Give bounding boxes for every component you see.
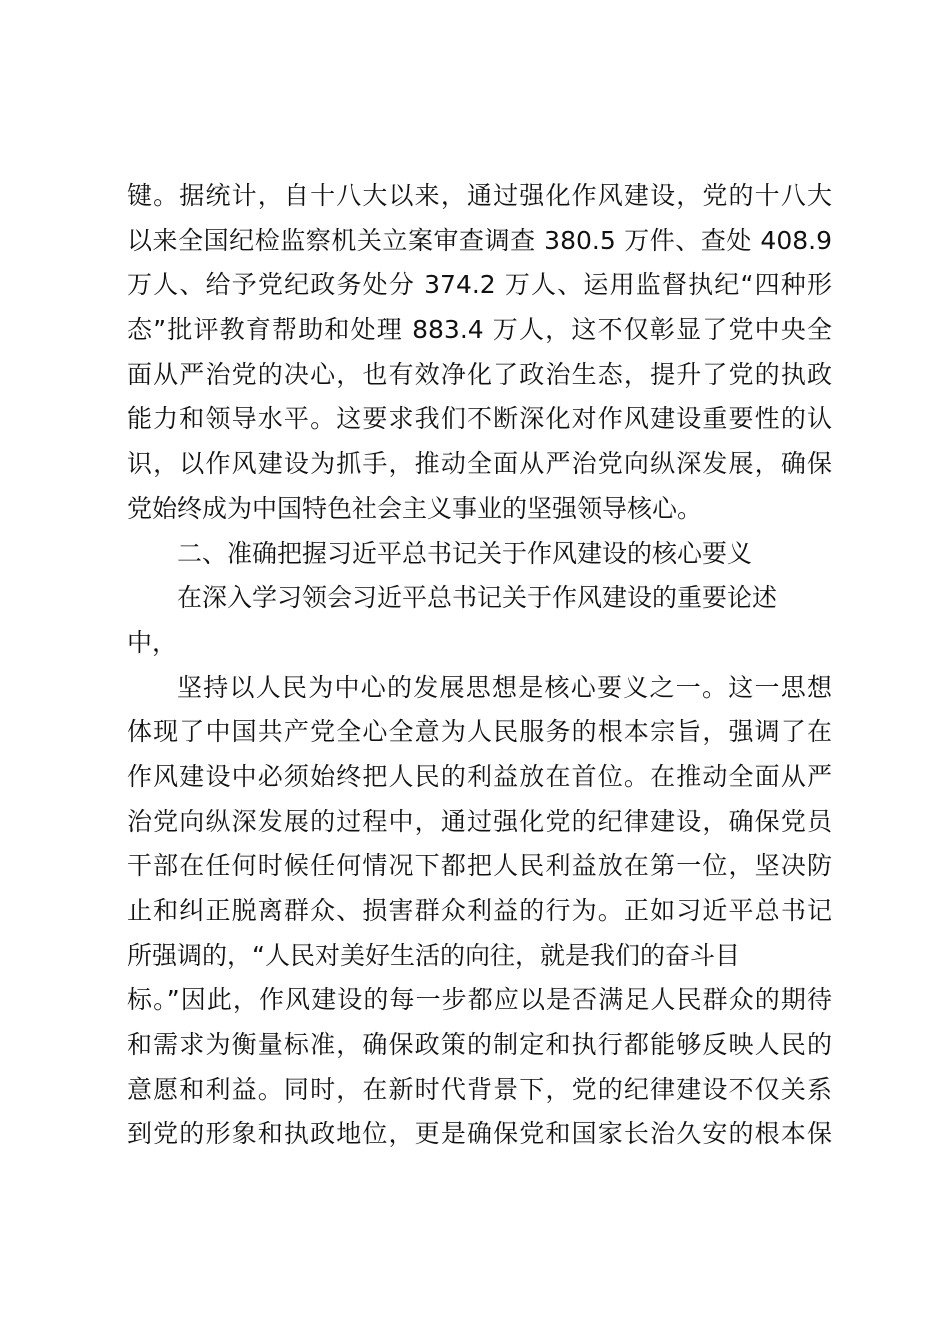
text-line: 治党向纵深发展的过程中，通过强化党的纪律建设，确保党员 bbox=[127, 806, 832, 836]
text-line: 干部在任何时候任何情况下都把人民利益放在第一位，坚决防 bbox=[127, 851, 832, 881]
text-line: 识，以作风建设为抓手，推动全面从严治党向纵深发展，确保 bbox=[127, 449, 832, 479]
text-line: 标。”因此，作风建设的每一步都应以是否满足人民群众的期待 bbox=[127, 985, 832, 1015]
text-line: 坚持以人民为中心的发展思想是核心要义之一。这一思想 bbox=[177, 672, 832, 702]
text-line: 中， bbox=[127, 627, 178, 657]
text-line: 键。据统计，自十八大以来，通过强化作风建设，党的十八大 bbox=[127, 181, 832, 210]
text-line: 所强调的，“人民对美好生活的向往，就是我们的奋斗目 bbox=[127, 940, 740, 970]
text-line: 党始终成为中国特色社会主义事业的坚强领导核心。 bbox=[127, 493, 703, 523]
text-line: 万人、给予党纪政务处分 374.2 万人、运用监督执纪“四种形 bbox=[127, 270, 832, 300]
text-line: 到党的形象和执政地位，更是确保党和国家长治久安的根本保 bbox=[127, 1119, 832, 1149]
text-line: 体现了中国共产党全心全意为人民服务的根本宗旨，强调了在 bbox=[127, 717, 832, 747]
text-line: 止和纠正脱离群众、损害群众利益的行为。正如习近平总书记 bbox=[127, 896, 832, 925]
text-line: 面从严治党的决心，也有效净化了政治生态，提升了党的执政 bbox=[127, 359, 832, 389]
body-text bbox=[127, 174, 832, 1157]
text-line: 态”批评教育帮助和处理 883.4 万人，这不仅彰显了党中央全 bbox=[127, 315, 832, 345]
text-line: 能力和领导水平。这要求我们不断深化对作风建设重要性的认 bbox=[127, 404, 832, 434]
section-heading: 二、准确把握习近平总书记关于作风建设的核心要义 bbox=[177, 538, 753, 568]
text-line: 作风建设中必须始终把人民的利益放在首位。在推动全面从严 bbox=[127, 761, 832, 791]
text-line: 在深入学习领会习近平总书记关于作风建设的重要论述 bbox=[177, 583, 778, 613]
text-line: 意愿和利益。同时，在新时代背景下，党的纪律建设不仅关系 bbox=[127, 1074, 832, 1104]
text-line: 以来全国纪检监察机关立案审查调查 380.5 万件、查处 408.9 bbox=[127, 225, 832, 255]
text-line: 和需求为衡量标准，确保政策的制定和执行都能够反映人民的 bbox=[127, 1030, 832, 1060]
